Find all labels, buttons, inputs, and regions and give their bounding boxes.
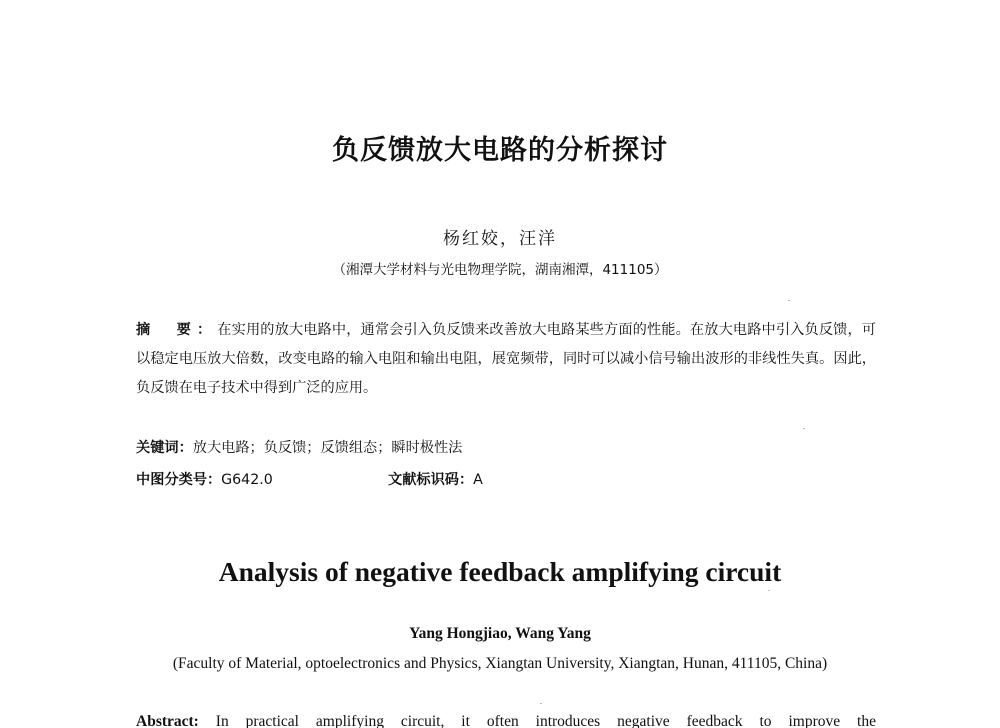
chinese-abstract-text: 在实用的放大电路中，通常会引入负反馈来改善放大电路某些方面的性能。在放大电路中引入负反馈，可以稳定电压放大倍数，改变电路的输入电阻和输出电阻，展宽频带，同时可以减小信号输出波形的非线性失真。因此，负反馈在电子技术中得到广泛的应用。 [136,322,876,396]
chinese-keywords-text: 放大电路；负反馈；反馈组态；瞬时极性法 [192,440,463,456]
scan-speck [803,428,805,429]
scan-speck [768,590,770,591]
chinese-title: 负反馈放大电路的分析探讨 [332,135,668,166]
chinese-keywords-label: 关键词： [136,440,193,456]
chinese-abstract [136,316,876,403]
chinese-abstract-label: 摘 要： [136,322,218,338]
scan-speck [788,300,790,301]
document-code-value: A [473,472,483,488]
english-abstract-label: Abstract: [136,713,199,728]
english-affiliation: (Faculty of Material, optoelectronics and Physics, Xiangtan University, Xiangtan, Hunan, 411105, China) [172,655,828,672]
chinese-keywords [136,437,462,457]
english-abstract [136,713,876,728]
document-code [388,469,483,489]
english-authors: Yang Hongjiao, Wang Yang [409,625,591,642]
chinese-affiliation: （湘潭大学材料与光电物理学院，湖南湘潭，411105） [332,262,668,278]
chinese-authors: 杨红姣，汪洋 [443,229,557,249]
classification-label: 中图分类号： [136,472,222,488]
scan-speck [540,703,542,704]
document-code-label: 文献标识码： [388,472,474,488]
english-abstract-text: In practical amplifying circuit, it often introduces negative feedback to improve the [198,713,876,728]
classification-code: G642.0 [221,472,273,488]
chinese-classification [136,469,273,489]
english-title: Analysis of negative feedback amplifying circuit [218,556,782,587]
